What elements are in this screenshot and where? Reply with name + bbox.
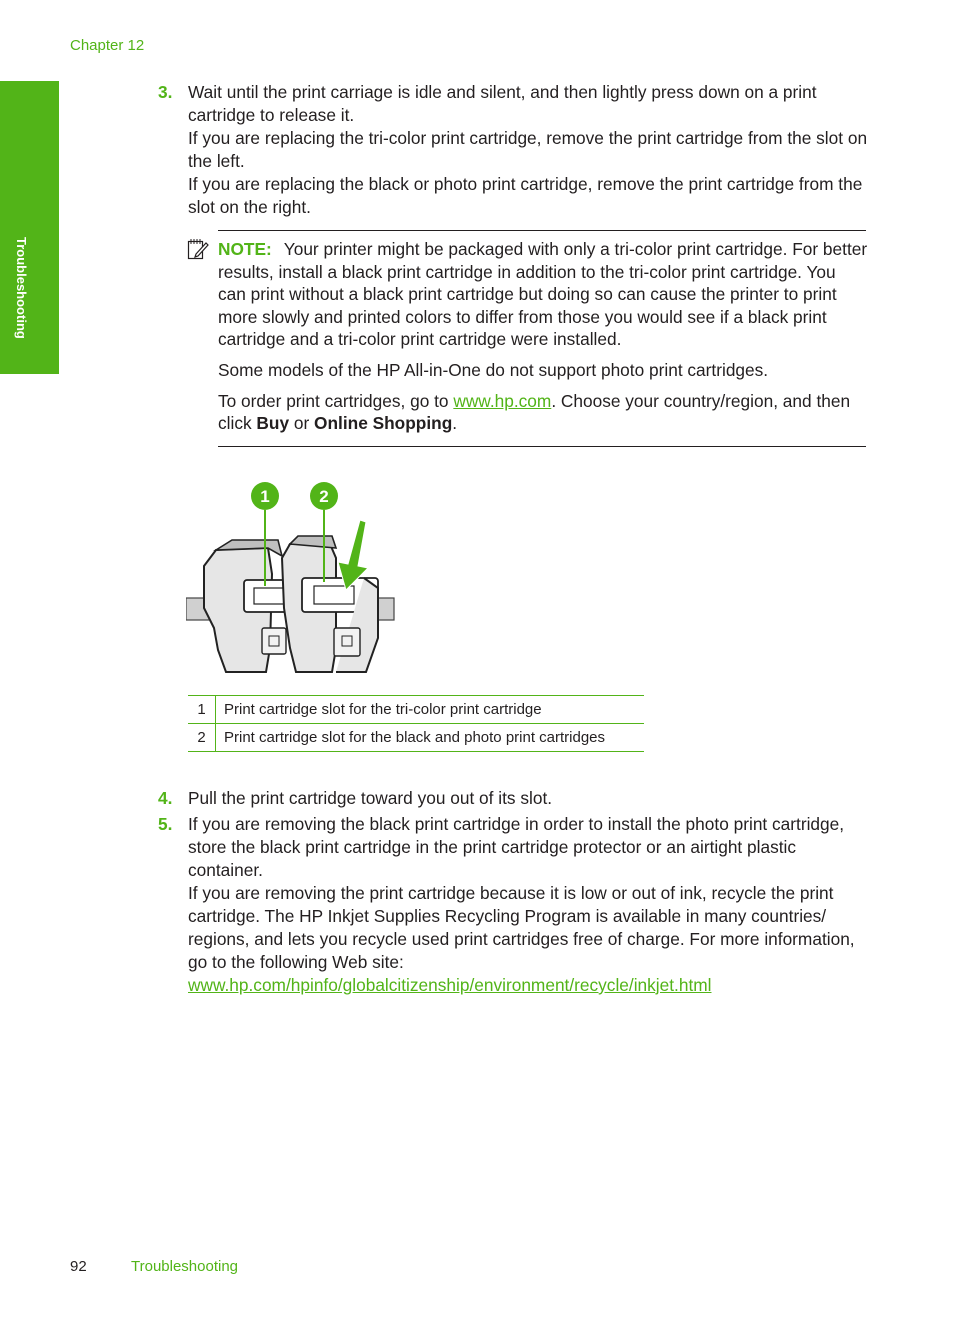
order-text: . Choose your country/region, and then click — [218, 390, 851, 434]
step-text: If you are removing the black print cartridge in order to install the photo print cartridge, store the black print cartridge in the print cartridge protector or an airtight plastic container. — [188, 814, 845, 880]
side-tab-label: Troubleshooting — [14, 237, 29, 339]
order-text: or — [289, 413, 315, 434]
page-number: 92 — [70, 1258, 87, 1275]
step-text: If you are removing the print cartridge because it is low or out of ink, recycle the print cartridge. The HP Inkjet Supplies Recycling Program is available in many countries/ regions, and lets you recycle used print cartridges free of charge. For more information, go to the following Web site: — [188, 883, 855, 972]
order-text: To order print cartridges, go to — [218, 390, 454, 411]
callout-number-1: 1 — [260, 487, 270, 506]
note-divider-bottom — [218, 446, 866, 447]
hp-link[interactable]: www.hp.com — [453, 390, 552, 411]
step-number: 3. — [158, 82, 173, 102]
step-text: If you are replacing the tri-color print cartridge, remove the print cartridge from the slot on the left. — [188, 128, 868, 171]
table-row — [188, 696, 644, 724]
note-divider-top — [218, 230, 866, 231]
callout-text: Print cartridge slot for the black and photo print cartridges — [216, 724, 645, 752]
right-cartridge — [282, 536, 378, 672]
note-block — [218, 238, 868, 443]
step-text: Wait until the print carriage is idle and silent, and then lightly press down on a print cartridge to release it. — [188, 82, 817, 125]
note-icon — [187, 238, 209, 260]
note-text: Your printer might be packaged with only a tri-color print cartridge. For better results, install a black print cartridge in addition to the tri-color print cartridge. You can print without a black print cartridge but doing so can cause the printer to print more slowly and printed colors to differ from those you would see if a black print cartridge and a tri-color print cartridge were installed. — [218, 239, 868, 350]
step-text: If you are replacing the black or photo print cartridge, remove the print cartridge from the slot on the right. — [188, 174, 863, 217]
step-3 — [158, 81, 868, 219]
step-5 — [158, 813, 868, 997]
table-row — [188, 724, 644, 752]
callout-number-2: 2 — [319, 487, 329, 506]
callout-num: 2 — [188, 724, 216, 752]
note-label: NOTE: — [218, 239, 272, 259]
note-paragraph — [218, 238, 868, 351]
online-shopping-label: Online Shopping — [314, 413, 453, 434]
side-tab — [0, 81, 59, 374]
note-text: Some models of the HP All-in-One do not support photo print cartridges. — [218, 359, 769, 380]
callout-table — [188, 695, 644, 752]
step-number: 4. — [158, 788, 173, 808]
chapter-header: Chapter 12 — [70, 37, 145, 54]
callout-num: 1 — [188, 696, 216, 724]
order-paragraph — [218, 390, 868, 435]
buy-label: Buy — [256, 413, 290, 434]
step-text: Pull the print cartridge toward you out of its slot. — [188, 788, 553, 808]
cartridge-figure — [186, 478, 398, 678]
step-4 — [158, 787, 868, 810]
footer-section: Troubleshooting — [131, 1258, 239, 1275]
recycle-link[interactable]: www.hp.com/hpinfo/globalcitizenship/environment/recycle/inkjet.html — [188, 975, 712, 995]
callout-text: Print cartridge slot for the tri-color print cartridge — [216, 696, 645, 724]
step-number: 5. — [158, 814, 173, 834]
order-text: . — [452, 413, 458, 434]
